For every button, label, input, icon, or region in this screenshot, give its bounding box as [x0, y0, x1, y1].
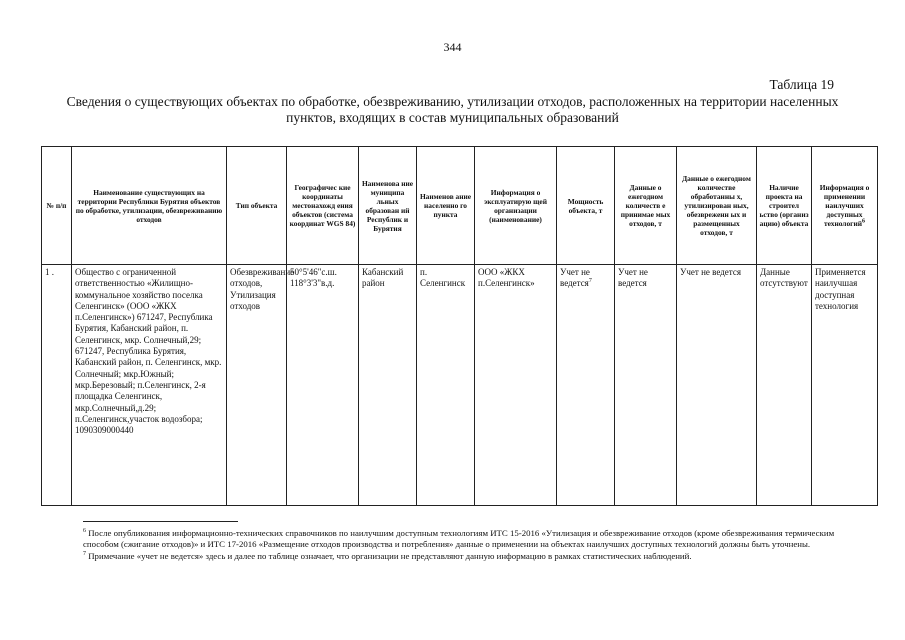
footnote-6: [83, 528, 843, 551]
cell-project: Данные отсутствуют: [757, 265, 812, 506]
cell-processed: Учет не ведется: [677, 265, 757, 506]
cell-name: Общество с ограниченной ответственностью «Жилищно-коммунальное хозяйство поселка Селенгинск» (ООО «ЖКХ п.Селенгинск») 671247, Республика Бурятия, Кабанский район, п. Селенгинск, мкр. Солнечный,29; 671247, Республика Бурятия, Кабанский район, п. Селенгинск, мкр. Солнечный; мкр.Южный; мкр.Березовый; п.Селенгинск, 2-я площадка Селенгинск, мкр.Солнечный,д.29; п.Селенгинск,участок водозбора; 1090309000440: [72, 265, 227, 506]
header-name: Наименование существующих на территории Республики Бурятия объектов по обработке, утилизации, обезвреживанию отходов: [72, 147, 227, 265]
header-received: Данные о ежегодном количеств е принимае мых отходов, т: [615, 147, 677, 265]
footnote-divider: [83, 521, 238, 522]
footnote-7: [83, 551, 843, 562]
header-municipality: Наименова ние муниципа льных образован ий Республик и Бурятия: [359, 147, 417, 265]
cell-settlement: п. Селенгинск: [417, 265, 475, 506]
header-project: Наличие проекта на строител ьство (организ ацию) объекта: [757, 147, 812, 265]
cell-coords: 50°5'46"с.ш. 118°3'3"в.д.: [287, 265, 359, 506]
cell-received: Учет не ведется: [615, 265, 677, 506]
cell-municipality: Кабанский район: [359, 265, 417, 506]
cell-operator: ООО «ЖКХ п.Селенгинск»: [475, 265, 557, 506]
footnote-ref-7: 7: [588, 278, 592, 285]
header-bat: [812, 147, 878, 265]
cell-num: 1 .: [42, 265, 72, 506]
table-title: Сведения о существующих объектах по обработке, обезвреживанию, утилизации отходов, расположенных на территории населенных пунктов, входящих в состав муниципальных образований: [66, 94, 839, 125]
header-capacity: Мощность объекта, т: [557, 147, 615, 265]
cell-type: Обезвреживание отходов, Утилизация отходов: [227, 265, 287, 506]
cell-capacity-text: Учет не ведется: [560, 267, 590, 289]
header-settlement: Наименов ание населенно го пункта: [417, 147, 475, 265]
header-operator: Информация о эксплуатирую щей организации (наименование): [475, 147, 557, 265]
header-num: № п/п: [42, 147, 72, 265]
table-label: Таблица 19: [769, 77, 834, 92]
footnote-text: Примечание «учет не ведется» здесь и далее по таблице означает, что организации не представляют данную информацию в рамках статистических наблюдений.: [88, 550, 692, 561]
footnote-mark: 6: [83, 528, 86, 535]
header-processed: Данные о ежегодном количестве обработанны х, утилизирован ных, обезвреженн ых и размещенных отходов, т: [677, 147, 757, 265]
cell-capacity: [557, 265, 615, 506]
header-bat-text: Информация о применении наилучших доступных технологий: [819, 183, 870, 228]
footnotes: [83, 528, 843, 562]
table-header-row: [42, 147, 878, 265]
footnote-text: После опубликования информационно-технических справочников по наилучшим доступным технологиям ИТС 15-2016 «Утилизация и обезвреживание отходов (кроме обезвреживания термическим способом (сжигание отходов)» и ИТС 17-2016 «Размещение отходов производства и потребления» данные о применении на объектах наилучших доступных технологий должны быть уточнены.: [83, 528, 835, 550]
footnote-ref-6: 6: [862, 218, 866, 225]
header-type: Тип объекта: [227, 147, 287, 265]
page-number: 344: [443, 40, 462, 54]
table-row: [42, 265, 878, 506]
facilities-table: [41, 146, 878, 506]
cell-bat: Применяется наилучшая доступная технология: [812, 265, 878, 506]
header-coords: Географичес кие координаты местонахожд ения объектов (система координат WGS 84): [287, 147, 359, 265]
footnote-mark: 7: [83, 550, 86, 557]
